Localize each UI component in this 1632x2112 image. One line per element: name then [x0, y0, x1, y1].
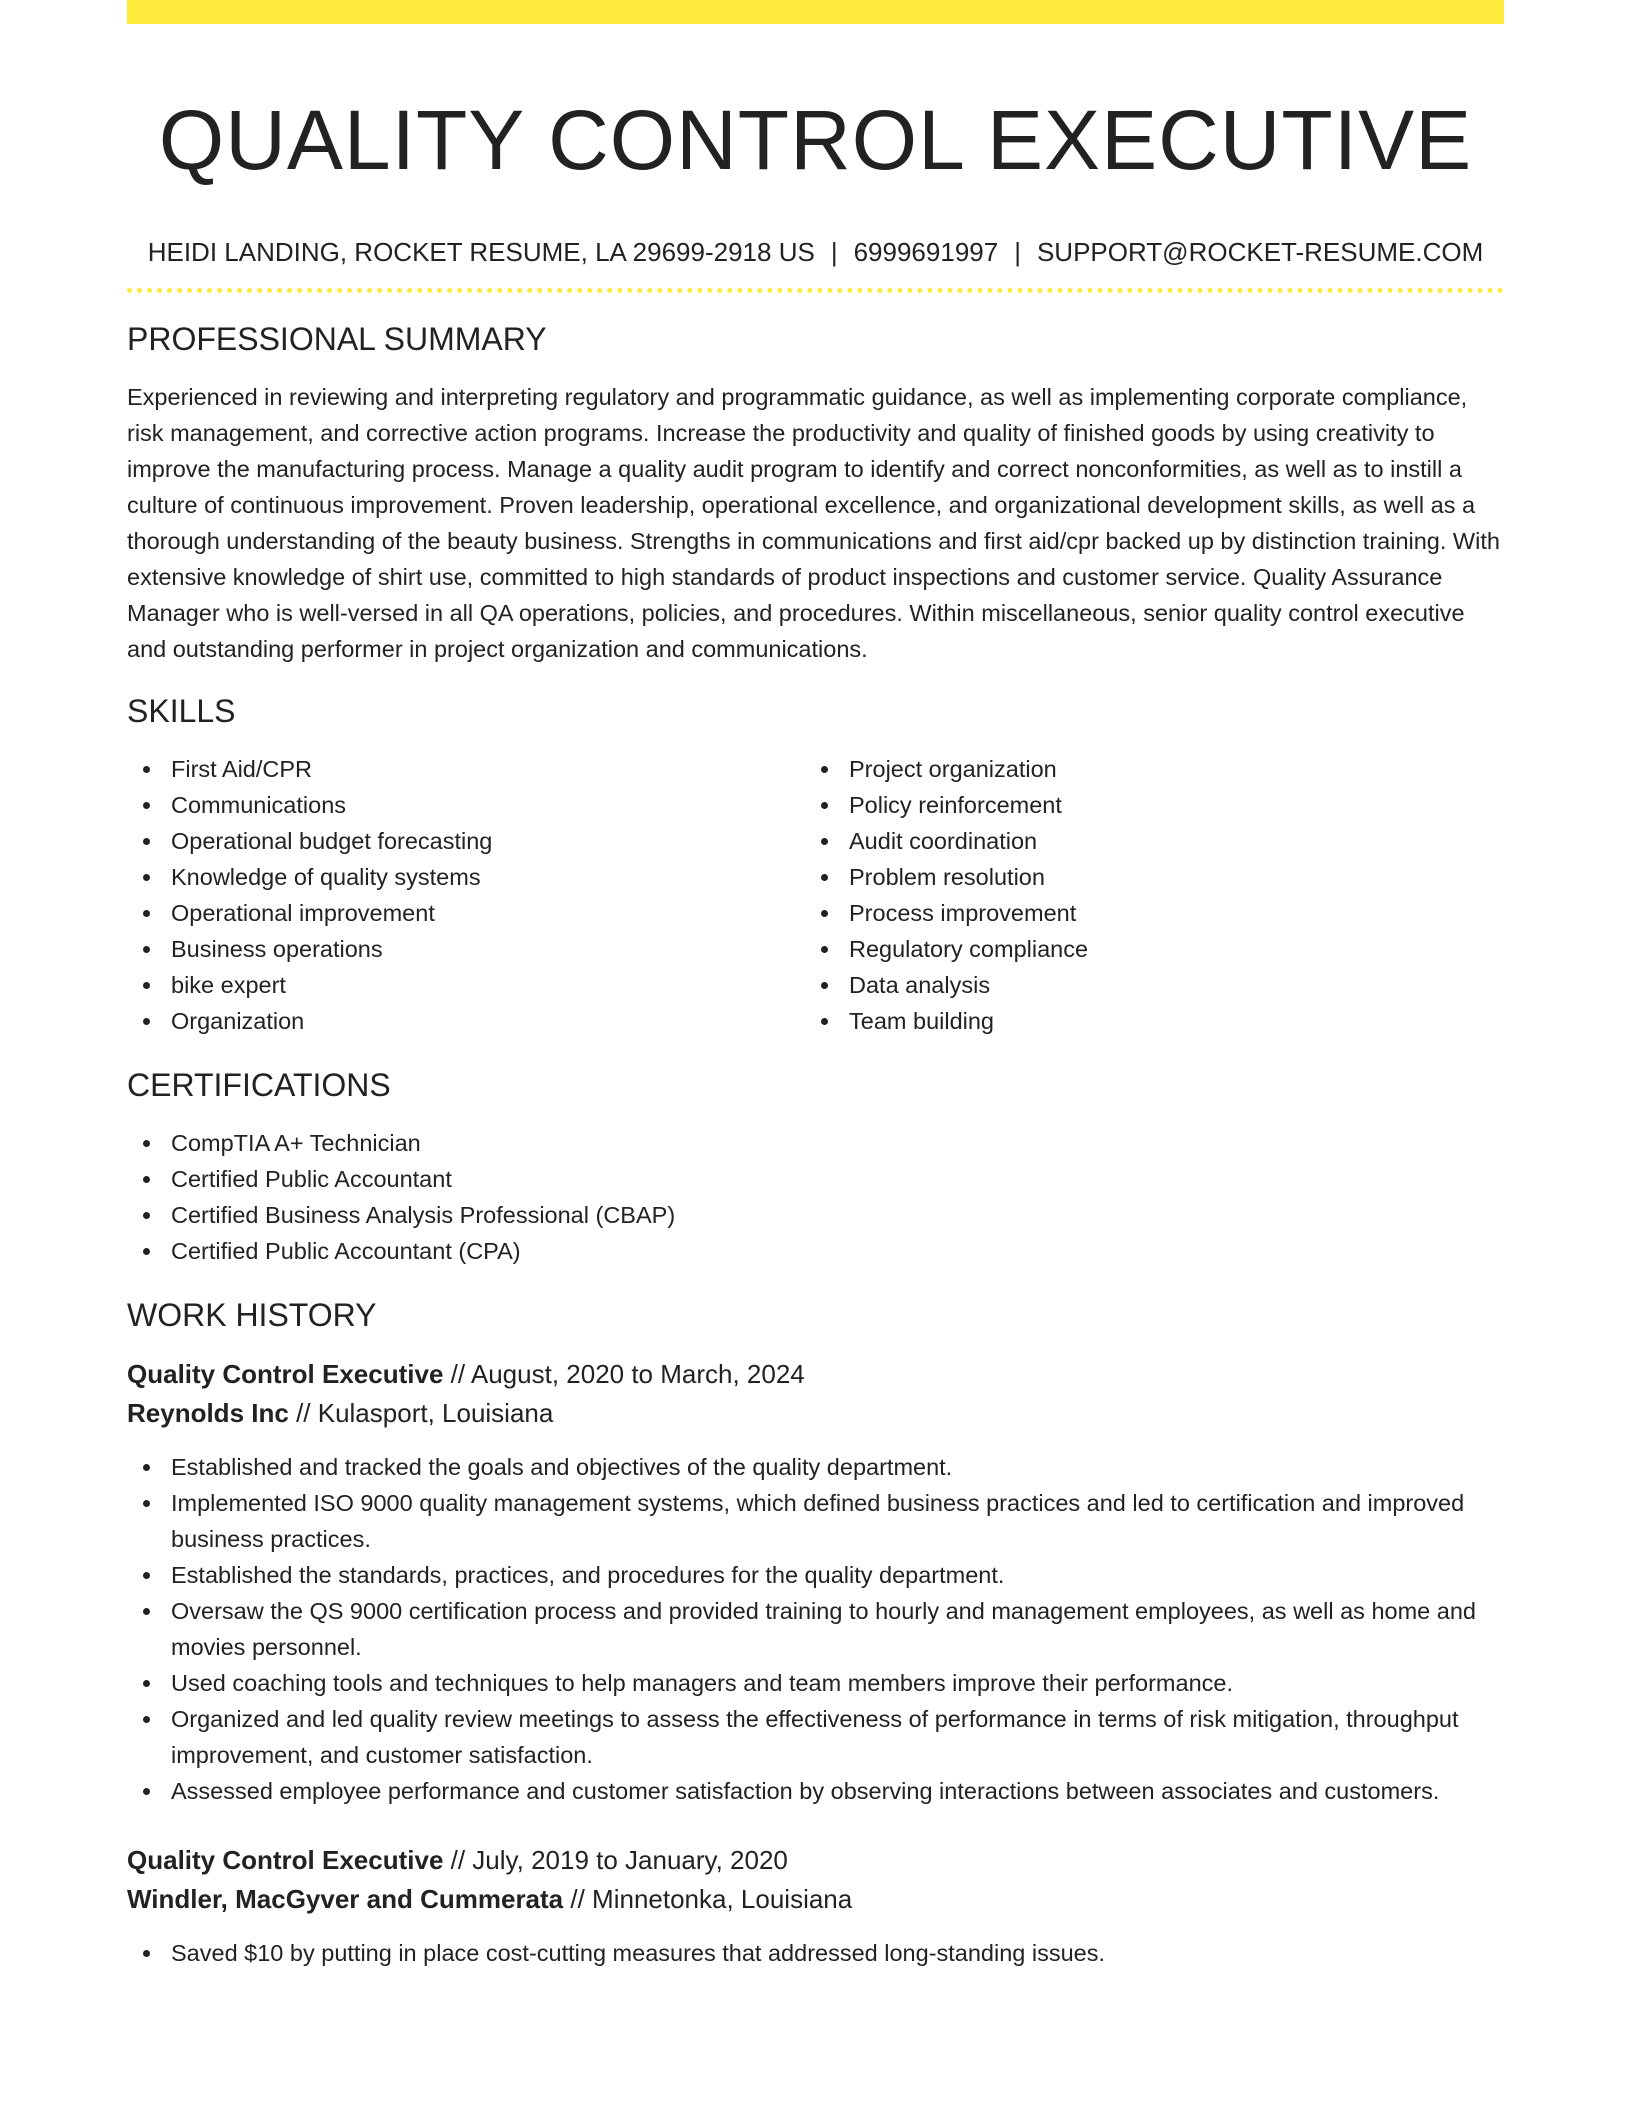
- skill-item: Process improvement: [805, 895, 1483, 931]
- job-bullet: Used coaching tools and techniques to help managers and team members improve their performance.: [127, 1665, 1504, 1701]
- summary-text: Experienced in reviewing and interpreting regulatory and programmatic guidance, as well as implementing corporate compliance, risk management, and corrective action programs. Increase the productivity and quality of finished goods by using creativity to improve the manufacturing process. Manage a quality audit program to identify and correct nonconformities, as well as to instill a culture of continuous improvement. Proven leadership, operational excellence, and organizational development skills, as well as a thorough understanding of the beauty business. Strengths in communications and first aid/cpr backed up by distinction training. With extensive knowledge of shirt use, committed to high standards of product inspections and customer service. Quality Assurance Manager who is well-versed in all QA operations, policies, and procedures. Within miscellaneous, senior quality control executive and outstanding performer in project organization and communications.: [127, 384, 1500, 662]
- job-company-line: [127, 1880, 1504, 1919]
- skill-item: First Aid/CPR: [127, 751, 805, 787]
- contact-separator: |: [1014, 237, 1021, 267]
- certification-item: Certified Public Accountant: [127, 1161, 1504, 1197]
- job-bullet: Established and tracked the goals and objectives of the quality department.: [127, 1449, 1504, 1485]
- skill-item: bike expert: [127, 967, 805, 1003]
- skill-item: Data analysis: [805, 967, 1483, 1003]
- job-location: // Kulasport, Louisiana: [296, 1398, 554, 1428]
- accent-bar: [127, 0, 1504, 24]
- job-location: // Minnetonka, Louisiana: [570, 1884, 853, 1914]
- skills-heading: SKILLS: [127, 693, 236, 729]
- skill-item: Organization: [127, 1003, 805, 1039]
- skill-item: Project organization: [805, 751, 1483, 787]
- job-bullet: Oversaw the QS 9000 certification process and provided training to hourly and management employees, as well as home and movies personnel.: [127, 1593, 1504, 1665]
- job-bullet: Saved $10 by putting in place cost-cutting measures that addressed long-standing issues.: [127, 1935, 1504, 1971]
- skill-item: Problem resolution: [805, 859, 1483, 895]
- job-title: Quality Control Executive: [127, 1359, 444, 1389]
- skill-item: Knowledge of quality systems: [127, 859, 805, 895]
- job-bullet: Organized and led quality review meetings to assess the effectiveness of performance in terms of risk mitigation, throughput improvement, and customer satisfaction.: [127, 1701, 1504, 1773]
- job-company: Windler, MacGyver and Cummerata: [127, 1884, 564, 1914]
- dotted-divider: [127, 288, 1504, 293]
- job-dates: // August, 2020 to March, 2024: [450, 1359, 805, 1389]
- certification-item: Certified Public Accountant (CPA): [127, 1233, 1504, 1269]
- contact-address: HEIDI LANDING, ROCKET RESUME, LA 29699-2918 US: [147, 237, 815, 267]
- job-bullets: [127, 1935, 1504, 1971]
- certification-item: CompTIA A+ Technician: [127, 1125, 1504, 1161]
- contact-separator: |: [830, 237, 838, 267]
- summary-heading: PROFESSIONAL SUMMARY: [127, 321, 547, 357]
- job-bullet: Established the standards, practices, and procedures for the quality department.: [127, 1557, 1504, 1593]
- job-bullet: Assessed employee performance and customer satisfaction by observing interactions between associates and customers.: [127, 1773, 1504, 1809]
- skill-item: Operational improvement: [127, 895, 805, 931]
- contact-email: SUPPORT@ROCKET-RESUME.COM: [1036, 237, 1484, 267]
- skill-item: Audit coordination: [805, 823, 1483, 859]
- skills-right-column: [805, 751, 1483, 1039]
- skill-item: Regulatory compliance: [805, 931, 1483, 967]
- job-entry: [127, 1841, 1504, 1971]
- job-dates: // July, 2019 to January, 2020: [450, 1845, 788, 1875]
- contact-line: [127, 232, 1504, 272]
- job-company: Reynolds Inc: [127, 1398, 289, 1428]
- skill-item: Team building: [805, 1003, 1483, 1039]
- skill-item: Communications: [127, 787, 805, 823]
- skill-item: Business operations: [127, 931, 805, 967]
- page-title: QUALITY CONTROL EXECUTIVE: [158, 93, 1473, 187]
- skill-item: Operational budget forecasting: [127, 823, 805, 859]
- resume-page: [127, 0, 1504, 1971]
- skill-item: Policy reinforcement: [805, 787, 1483, 823]
- skills-left-column: [127, 751, 805, 1039]
- job-title: Quality Control Executive: [127, 1845, 444, 1875]
- job-bullets: [127, 1449, 1504, 1809]
- job-company-line: [127, 1394, 1504, 1433]
- job-entry: [127, 1355, 1504, 1809]
- certifications-heading: CERTIFICATIONS: [127, 1067, 391, 1103]
- contact-phone: 6999691997: [853, 237, 999, 267]
- certification-item: Certified Business Analysis Professional (CBAP): [127, 1197, 1504, 1233]
- certifications-list: [127, 1125, 1504, 1269]
- skills-list: [127, 751, 1504, 1039]
- job-title-line: [127, 1355, 1504, 1394]
- work-history-heading: WORK HISTORY: [127, 1297, 377, 1333]
- job-bullet: Implemented ISO 9000 quality management systems, which defined business practices and led to certification and improved business practices.: [127, 1485, 1504, 1557]
- job-title-line: [127, 1841, 1504, 1880]
